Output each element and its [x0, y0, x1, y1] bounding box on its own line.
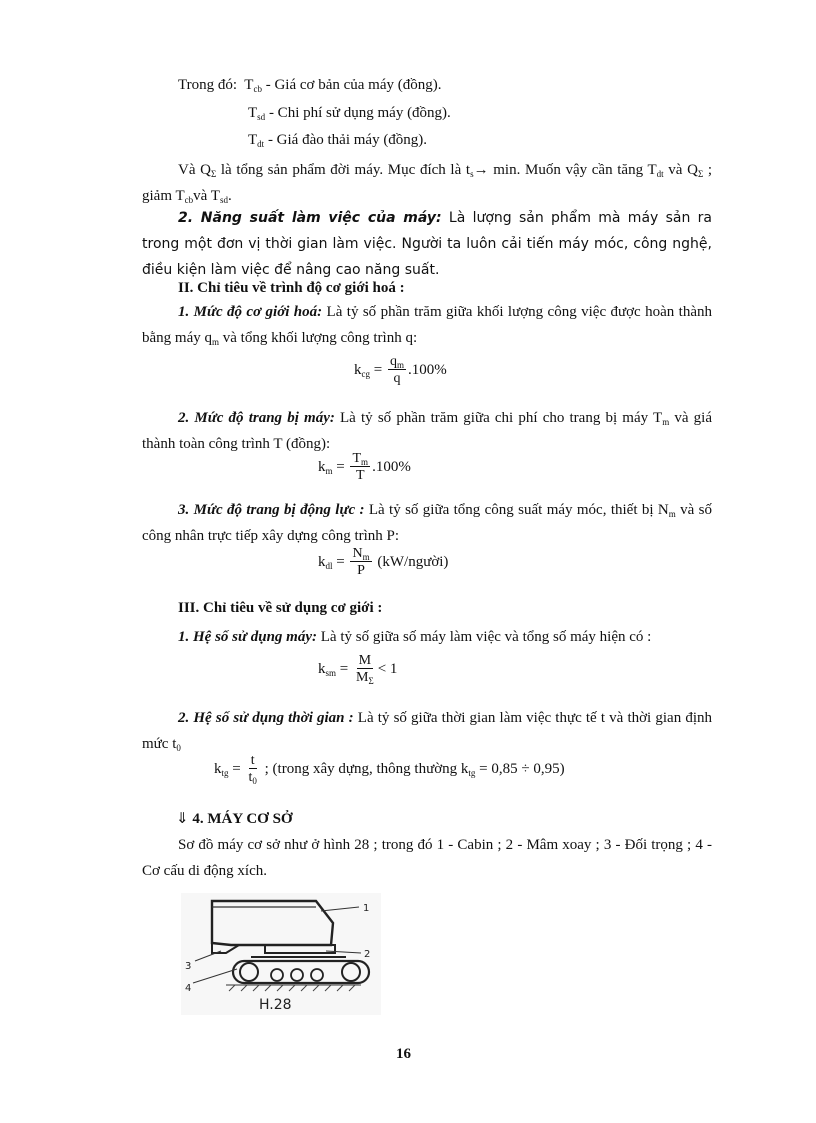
label-2: 2 [364, 949, 371, 960]
paragraph-q-sigma: Và $Q_\Sigma$ là tổng sản phẩm đời máy. Mục đích là $t_s\to \min$. Muốn vậy cần tăng $T_{dt}$ và $Q_\Sigma$ ; giảm $T_{cb}và$ $T_{sd}$. [142, 162, 713, 205]
paragraph-heading: 1. Hệ số sử dụng máy: [178, 629, 317, 645]
paragraph-thoi-gian: 2. Hệ số sử dụng thời gian : Là tỷ số giữa thời gian làm việc thực tế t và thời gian định mức $t_0$ [142, 710, 713, 753]
subscript: sd [257, 112, 266, 122]
paragraph-heading: 2. Năng suất làm việc của máy: [178, 210, 442, 226]
paragraph-heading: 3. Mức độ trang bị động lực : [178, 502, 365, 518]
symbol: T [244, 77, 254, 93]
definition-text: - Chi phí sử dụng máy (đồng). [265, 105, 451, 121]
formula-k-tg: $k_{tg}$ = $\frac{t}{t_0}$ ; (trong xây dựng, thông thường $k_{tg} = 0,85 \div 0,95$) [214, 753, 565, 786]
paragraph-may-co-so: Sơ đồ máy cơ sở như ở hình 28 ; trong đó 1 - Cabin ; 2 - Mâm xoay ; 3 - Đối trọng ; 4 - Cơ cấu di động xích. [142, 837, 712, 879]
formula-k-cg: $k_{cg}$ = $\frac{q_m}{q}$ .100% [354, 354, 447, 386]
paragraph-dong-luc: 3. Mức độ trang bị động lực : Là tỷ số giữa tổng công suất máy móc, thiết bị $N_m$ và số công nhân trực tiếp xây dựng công trình P: [142, 502, 712, 544]
section-heading-4: ⇓ 4. MÁY CƠ SỞ [176, 809, 293, 827]
formula-k-sm: $k_{sm}$ = $\frac{M}{M_\Sigma}$ < 1 [318, 653, 398, 686]
section-heading-iii: III. Chỉ tiêu về sử dụng cơ giới : [178, 600, 383, 616]
down-double-arrow-icon: ⇓ [176, 809, 189, 827]
formula-k-dl: $k_{dl}$ = $\frac{N_m}{P}$ (kW/người) [318, 546, 449, 578]
intro-label: Trong đó: [178, 77, 238, 93]
definition-text: - Giá đào thải máy (đồng). [264, 132, 428, 148]
figure-h28 [181, 893, 381, 1015]
paragraph-heading: 2. Hệ số sử dụng thời gian : [178, 710, 354, 726]
figure-caption: H.28 [259, 997, 292, 1013]
paragraph-su-dung-may: 1. Hệ số sử dụng máy: Là tỷ số giữa số máy làm việc và tổng số máy hiện có : [178, 629, 652, 645]
paragraph-trang-bi-may: 2. Mức độ trang bị máy: Là tỷ số phần trăm giữa chi phí cho trang bị máy $T_m$ và giá thành toàn công trình T (đồng): [142, 410, 713, 452]
formula-k-m: $k_m$ = $\frac{T_m}{T}$ .100% [318, 451, 411, 483]
page-number: 16 [396, 1046, 411, 1062]
subscript: cb [253, 84, 262, 94]
paragraph-nang-suat [142, 205, 712, 283]
intro-line-2 [248, 104, 451, 122]
label-3: 3 [185, 961, 192, 972]
intro-line-1 [178, 76, 442, 94]
intro-line-3 [248, 131, 427, 149]
paragraph-co-gioi-hoa: 1. Mức độ cơ giới hoá: Là tỷ số phần trăm giữa khối lượng công việc được hoàn thành bằng máy $q_m$ và tổng khối lượng công trình q: [142, 304, 712, 347]
definition-text: - Giá cơ bản của máy (đồng). [261, 77, 442, 93]
paragraph-heading: 2. Mức độ trang bị máy: [178, 410, 335, 426]
base-machine-diagram [181, 893, 381, 1015]
symbol: T [248, 132, 258, 148]
subscript: dt [257, 139, 265, 149]
label-1: 1 [363, 903, 370, 914]
section-heading-ii: II. Chỉ tiêu về trình độ cơ giới hoá : [178, 280, 405, 296]
paragraph-heading: 1. Mức độ cơ giới hoá: [178, 304, 323, 320]
symbol: T [248, 105, 258, 121]
label-4: 4 [185, 983, 192, 994]
paragraph-text: Là lượng sản phẩm mà máy sản ra trong một đơn vị thời gian làm việc. Người ta luôn cải tiến máy móc, công nghệ, điều kiện làm việc để nâng cao năng suất. [142, 210, 712, 278]
